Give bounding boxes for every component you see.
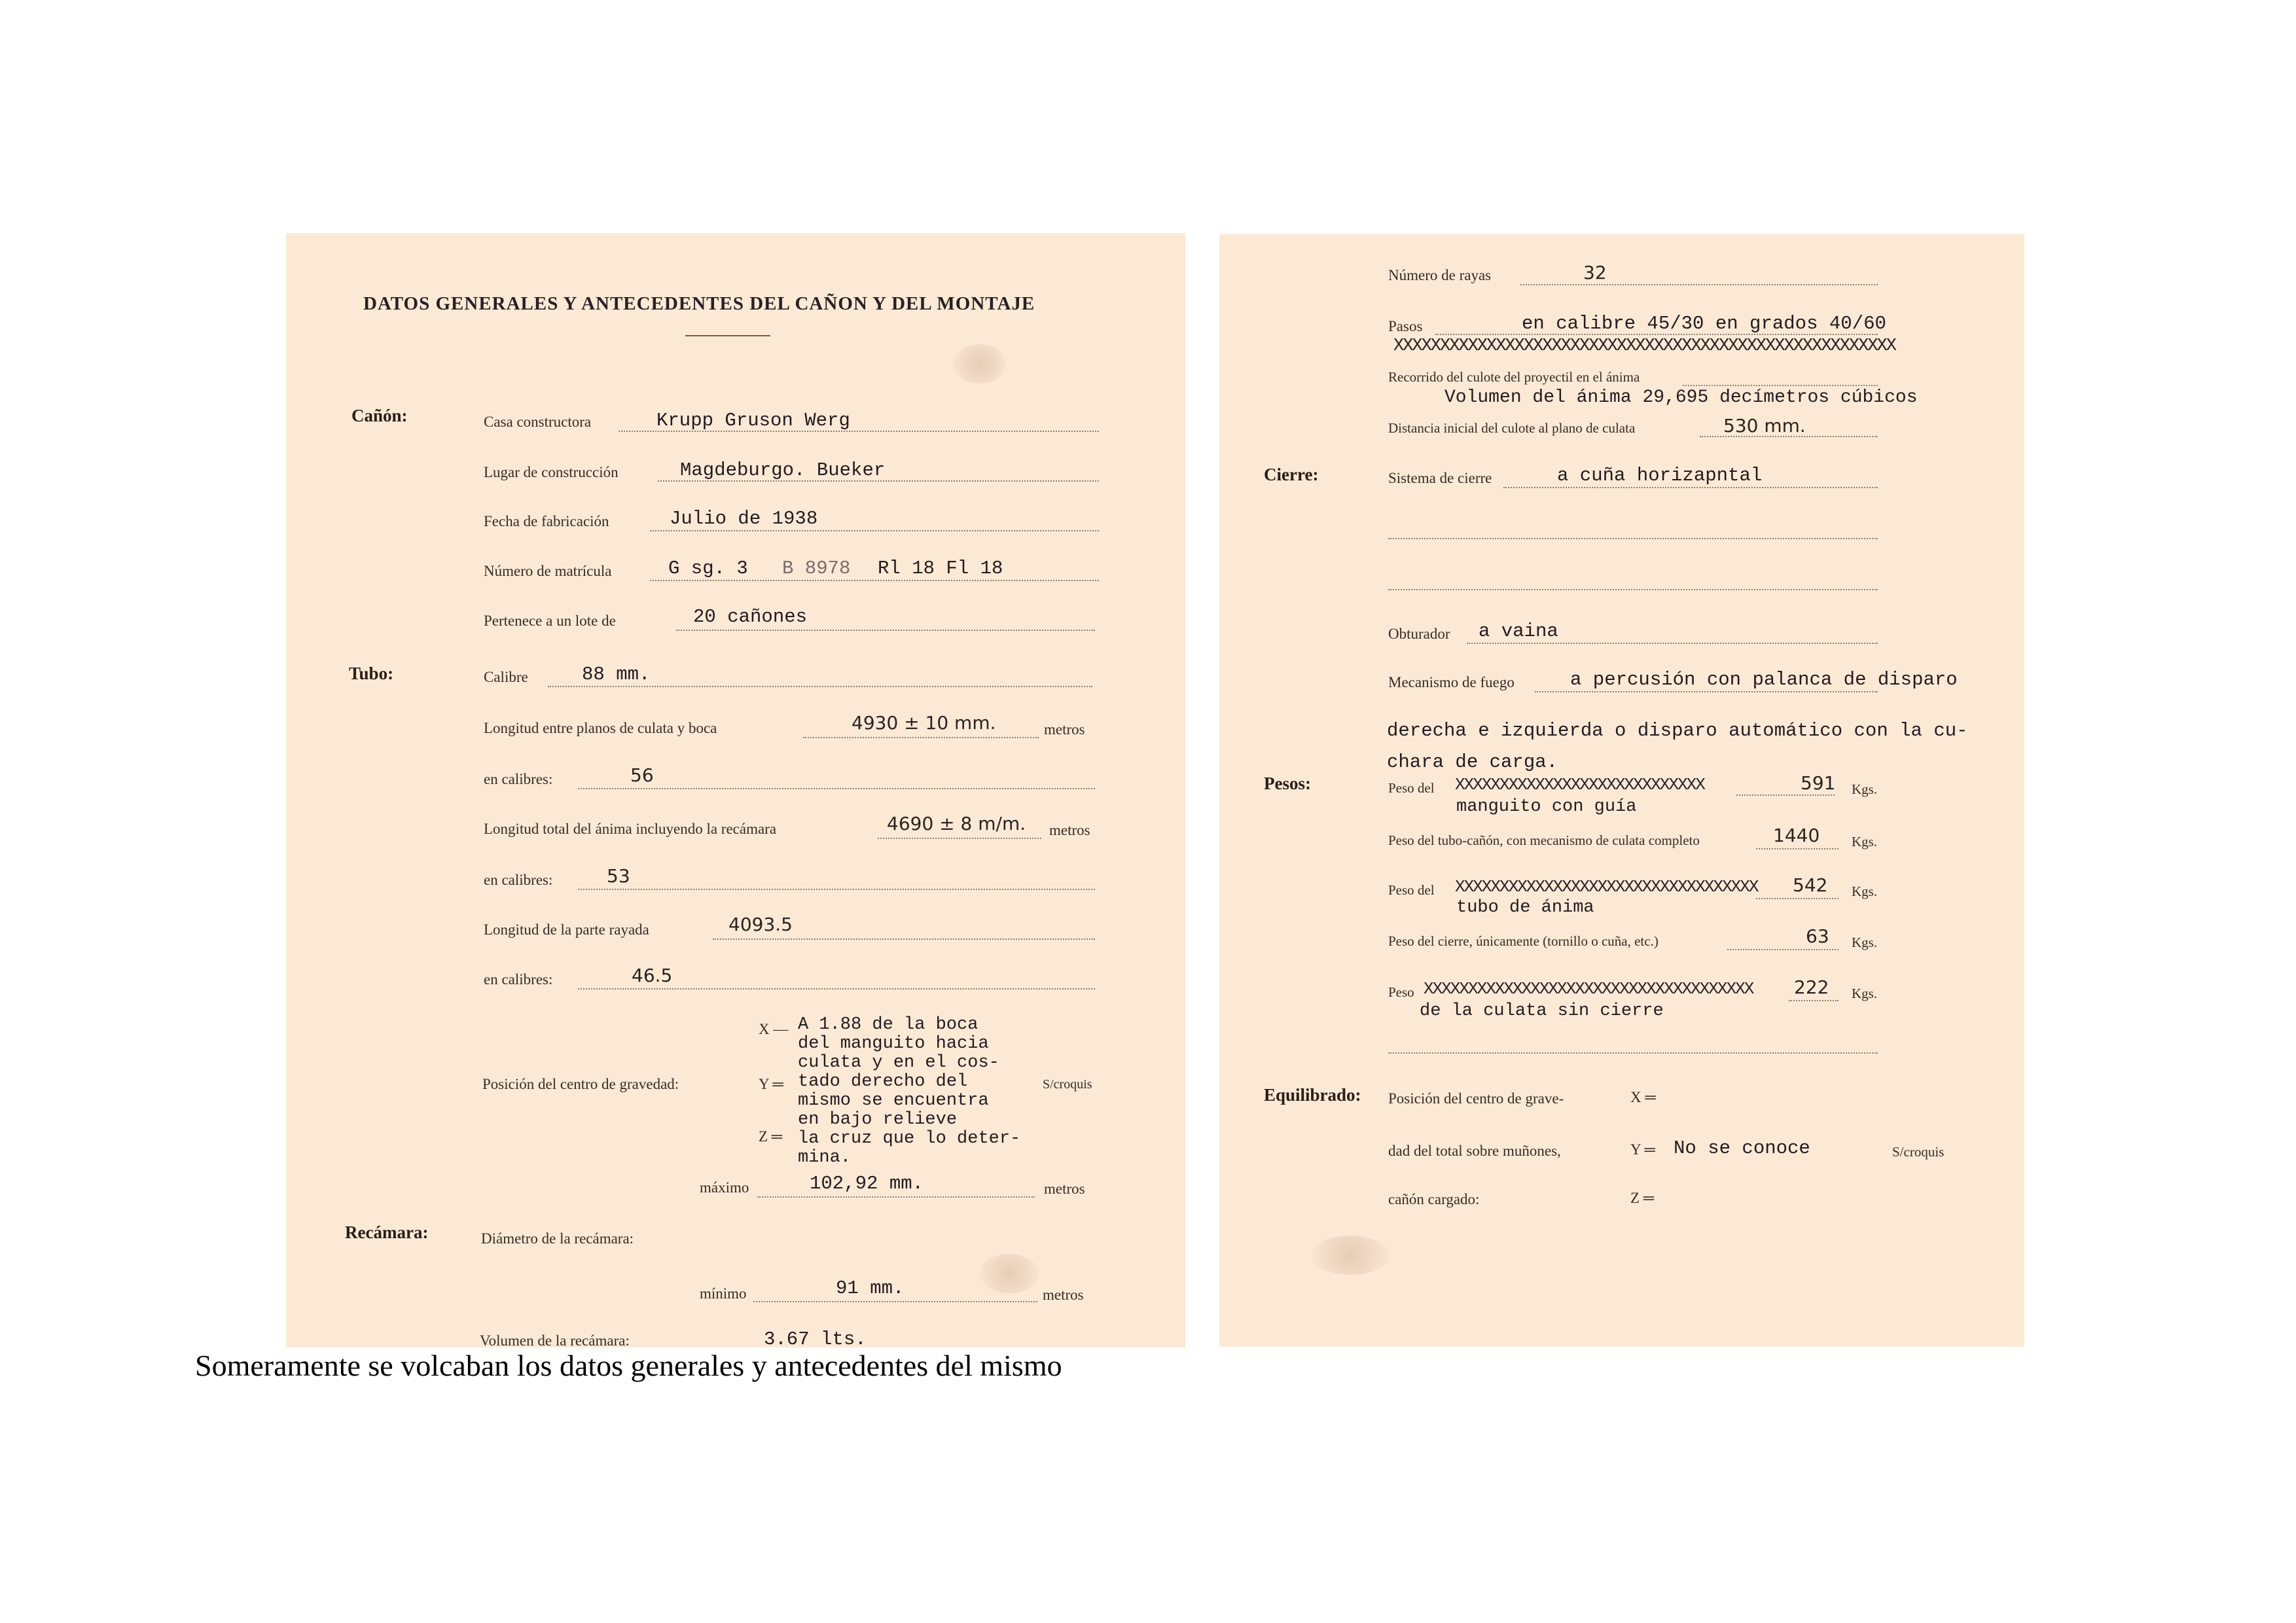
minimo-label: mínimo — [700, 1285, 747, 1302]
kgs-label: Kgs. — [1852, 935, 1878, 950]
peso3-value: 542 — [1793, 874, 1828, 896]
distancia-label: Distancia inicial del culote al plano de culata — [1388, 420, 1636, 436]
section-equilibrado: Equilibrado: — [1264, 1085, 1361, 1105]
metros-label: metros — [1044, 721, 1085, 738]
page-title: DATOS GENERALES Y ANTECEDENTES DEL CAÑON Y DEL MONTAJE — [363, 293, 1035, 314]
peso3-struck-text: XXXXXXXXXXXXXXXXXXXXXXXXXXXXXXXXXX — [1455, 877, 1758, 897]
pasos-label: Pasos — [1388, 318, 1423, 334]
lugar-label: Lugar de construcción — [484, 464, 619, 480]
axis-y-label: Y ═ — [1630, 1141, 1655, 1158]
section-pesos: Pesos: — [1264, 774, 1311, 793]
distancia-value: 530 mm. — [1723, 415, 1806, 437]
en-calibres-value: 46.5 — [632, 965, 673, 986]
mecanismo-value-2: derecha e izquierda o disparo automático con la cu- — [1387, 720, 1968, 741]
left-document-page — [286, 233, 1185, 1347]
fecha-value: Julio de 1938 — [670, 508, 818, 529]
longitud-total-value: 4690 ± 8 m/m. — [887, 813, 1026, 834]
kgs-label: Kgs. — [1852, 834, 1878, 849]
sistema-label: Sistema de cierre — [1388, 470, 1492, 486]
peso1-struck-text: XXXXXXXXXXXXXXXXXXXXXXXXXXXX — [1455, 775, 1704, 794]
axis-y-label: Y ═ — [759, 1076, 783, 1092]
axis-x-label: X — — [759, 1021, 789, 1037]
matricula-value-a: G sg. 3 — [668, 558, 748, 579]
lugar-value: Magdeburgo. Bueker — [680, 459, 886, 481]
section-tubo: Tubo: — [349, 664, 394, 683]
croquis-label: S/croquis — [1892, 1144, 1945, 1160]
lote-value: 20 cañones — [693, 606, 808, 628]
fecha-label: Fecha de fabricación — [484, 513, 609, 529]
parte-rayada-value: 4093.5 — [728, 914, 793, 935]
en-calibres-label: en calibres: — [484, 771, 553, 787]
caption-text: Someramente se volcaban los datos generales y antecedentes del mismo — [195, 1349, 1062, 1382]
longitud-planos-label: Longitud entre planos de culata y boca — [484, 720, 717, 736]
sistema-value: a cuña horizapntal — [1557, 465, 1763, 486]
section-cierre: Cierre: — [1264, 465, 1319, 484]
casa-value: Krupp Gruson Werg — [656, 410, 850, 431]
equilibrado-y-value: No se conoce — [1674, 1137, 1810, 1159]
axis-x-label: X ═ — [1630, 1089, 1656, 1105]
pasos-value: en calibre 45/30 en grados 40/60 — [1522, 313, 1886, 334]
peso5-value: 222 — [1794, 976, 1829, 998]
peso1-value: 591 — [1801, 772, 1836, 794]
peso5-description: de la culata sin cierre — [1420, 1001, 1664, 1021]
mecanismo-label: Mecanismo de fuego — [1388, 674, 1515, 690]
longitud-total-label: Longitud total del ánima incluyendo la recámara — [484, 821, 777, 837]
peso3-description: tubo de ánima — [1456, 898, 1594, 918]
paper-stain — [954, 344, 1006, 383]
paper-stain — [1311, 1236, 1390, 1275]
axis-z-label: Z ═ — [1630, 1190, 1655, 1206]
longitud-planos-value: 4930 ± 10 mm. — [852, 712, 996, 734]
matricula-value-b: B 8978 — [782, 558, 851, 579]
section-recamara: Recámara: — [345, 1222, 429, 1242]
croquis-label: S/croquis — [1043, 1077, 1092, 1092]
equilibrado-line-3: cañón cargado: — [1388, 1191, 1480, 1207]
calibre-value: 88 mm. — [582, 664, 651, 685]
calibre-label: Calibre — [484, 669, 528, 685]
obturador-value: a vaina — [1479, 620, 1558, 642]
peso2-value: 1440 — [1773, 825, 1820, 846]
recorrido-value: Volumen del ánima 29,695 decímetros cúbicos — [1444, 387, 1918, 408]
metros-label: metros — [1049, 822, 1090, 838]
maximo-value: 102,92 mm. — [810, 1173, 924, 1194]
gravedad-label: Posición del centro de gravedad: — [482, 1076, 679, 1092]
equilibrado-line-1: Posición del centro de grave- — [1388, 1090, 1564, 1107]
right-document-page — [1219, 234, 2024, 1347]
mecanismo-value-3: chara de carga. — [1387, 751, 1558, 773]
peso3-label: Peso del — [1388, 882, 1435, 898]
kgs-label: Kgs. — [1852, 986, 1878, 1001]
en-calibres-value: 56 — [630, 764, 654, 786]
peso1-description: manguito con guía — [1456, 797, 1637, 817]
en-calibres-label: en calibres: — [484, 872, 553, 888]
obturador-label: Obturador — [1388, 626, 1450, 642]
rayas-label: Número de rayas — [1388, 267, 1492, 283]
en-calibres-value: 53 — [607, 865, 630, 887]
peso5-label: Peso — [1388, 984, 1414, 1000]
gravedad-text: A 1.88 de la boca del manguito hacia culata y en el cos- tado derecho del mismo se encuentra en bajo relieve la cruz que lo deter- mina. — [798, 1015, 1021, 1168]
parte-rayada-label: Longitud de la parte rayada — [484, 921, 649, 938]
volumen-label: Volumen de la recámara: — [480, 1332, 630, 1347]
title-underline — [685, 335, 770, 336]
pasos-struck-text: XXXXXXXXXXXXXXXXXXXXXXXXXXXXXXXXXXXXXXXXXXXXXXXXXXXXXX — [1393, 336, 1895, 356]
paper-stain — [980, 1254, 1039, 1293]
metros-label: metros — [1044, 1181, 1085, 1197]
peso2-label: Peso del tubo-cañón, con mecanismo de culata completo — [1388, 832, 1700, 848]
lote-label: Pertenece a un lote de — [484, 613, 616, 629]
matricula-label: Número de matrícula — [484, 563, 612, 579]
axis-z-label: Z ═ — [759, 1128, 783, 1145]
matricula-value-c: Rl 18 Fl 18 — [878, 558, 1003, 579]
equilibrado-line-2: dad del total sobre muñones, — [1388, 1143, 1561, 1159]
en-calibres-label: en calibres: — [484, 971, 553, 988]
peso5-struck-text: XXXXXXXXXXXXXXXXXXXXXXXXXXXXXXXXXXXXX — [1424, 979, 1753, 999]
kgs-label: Kgs. — [1852, 883, 1878, 899]
kgs-label: Kgs. — [1852, 781, 1878, 797]
volumen-value: 3.67 lts. — [764, 1329, 867, 1347]
rayas-value: 32 — [1583, 262, 1607, 283]
peso1-label: Peso del — [1388, 780, 1435, 796]
minimo-value: 91 mm. — [836, 1277, 905, 1299]
peso4-value: 63 — [1806, 925, 1829, 947]
mecanismo-value-1: a percusión con palanca de disparo — [1570, 669, 1958, 690]
maximo-label: máximo — [700, 1179, 749, 1196]
peso4-label: Peso del cierre, únicamente (tornillo o cuña, etc.) — [1388, 933, 1659, 949]
casa-label: Casa constructora — [484, 414, 592, 430]
diametro-label: Diámetro de la recámara: — [481, 1230, 634, 1247]
recorrido-label: Recorrido del culote del proyectil en el ánima — [1388, 369, 1640, 385]
section-canon: Cañón: — [351, 406, 408, 425]
metros-label: metros — [1043, 1287, 1084, 1303]
